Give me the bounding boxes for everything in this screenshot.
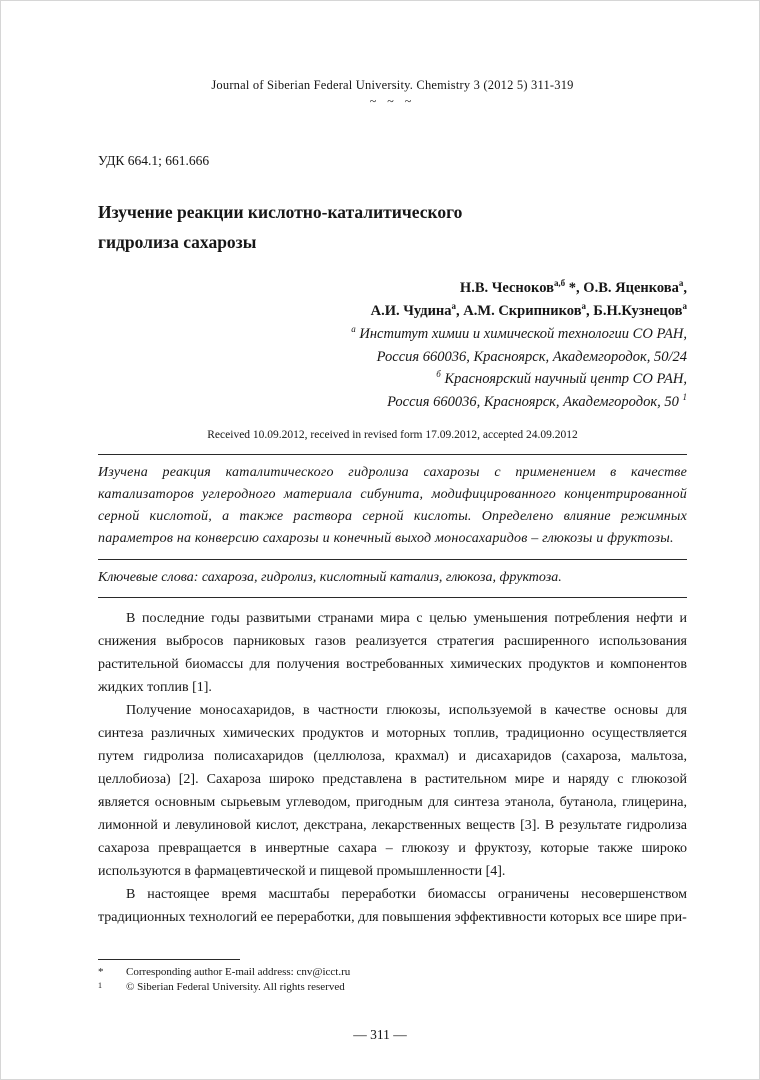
author-name: *, О.В. Яценкова (565, 280, 679, 296)
footnote-marker: 1 (98, 981, 102, 990)
affiliation-line-4 (98, 391, 687, 414)
paragraph-1: В последние годы развитыми странами мира с целью уменьшения потребления нефти и снижения выбросов парниковых газов реализуется стратегия расширенного использования растительной биомассы для получения востребованных химических продуктов и компонентов жидких топлив [1]. (98, 611, 687, 695)
author-line-1 (98, 277, 687, 300)
affiliation-text: Россия 660036, Красноярск, Академгородок, 50/24 (376, 348, 687, 365)
article-title (98, 197, 687, 257)
author-name: , Б.Н.Кузнецов (586, 303, 683, 319)
author-name: Н.В. Чесноков (459, 280, 554, 296)
page-content (98, 1, 687, 929)
affiliation-mark: б (436, 369, 441, 380)
received-dates: Received 10.09.2012, received in revised form 17.09.2012, accepted 24.09.2012 (207, 429, 578, 441)
article-title-line1: Изучение реакции кислотно-каталитического (98, 202, 463, 222)
affiliation-mark: а (351, 324, 356, 335)
author-name: А.И. Чудина (370, 303, 452, 319)
affiliation-footnote-mark: 1 (682, 391, 687, 402)
affiliation-text: Россия 660036, Красноярск, Академгородок, 50 (387, 393, 683, 410)
affiliation-line-2 (98, 346, 687, 369)
tilde-divider: ~ ~ ~ (369, 94, 416, 108)
footnote-corresponding-author (98, 965, 687, 980)
udc-code: УДК 664.1; 661.666 (98, 153, 210, 168)
author-name: , А.М. Скрипников (456, 303, 582, 319)
divider (98, 559, 687, 560)
keywords-line: Ключевые слова: сахароза, гидролиз, кислотный катализ, глюкоза, фруктоза. (98, 570, 562, 585)
paragraph-3: В настоящее время масштабы переработки биомассы ограничены несовершенством традиционных технологий ее переработки, для повышения эффективности которых все шире при- (98, 887, 687, 925)
footnote-divider (98, 959, 240, 960)
affiliation-text: Красноярский научный центр СО РАН, (440, 371, 687, 387)
author-name: , (683, 280, 687, 296)
paragraph-2: Получение моносахаридов, в частности глюкозы, используемой в качестве основы для синтеза различных химических продуктов и моторных топлив, традиционно осуществляется путем гидролиза полисахаридов (целлюлоза, крахмал) и дисахаридов (сахароза, мальтоза, целлобиоза) [2]. Сахароза широко представлена в растительном мире и наряду с глюкозой является основным сырьевым углеводом, пригодным для синтеза этанола, бутанола, глицерина, лимонной и левулиновой кислот, декстрана, лекарственных веществ [3]. В результате гидролиза сахароза превращается в инвертные сахара – глюкозу и фруктозу, которые также широко используются в фармацевтической и пищевой промышленности [4]. (98, 703, 687, 879)
author-affiliation-mark: а (682, 301, 687, 312)
affiliations-block (98, 323, 687, 413)
abstract-text: Изучена реакция каталитического гидролиза сахарозы с применением в качестве катализаторов углеродного материала сибунита, модифицированного концентрированной серной кислотой, а также раствора серной кислоты. Определено влияние режимных параметров на конверсию сахарозы и конечный выход моносахаридов – глюкозы и фруктозы. (98, 465, 687, 546)
page-number: — 311 — (353, 1027, 407, 1042)
author-affiliation-mark: а (678, 278, 684, 289)
journal-header: Journal of Siberian Federal University. Chemistry 3 (2012 5) 311-319 (211, 78, 574, 92)
affiliation-text: Институт химии и химической технологии СО РАН, (355, 326, 687, 342)
author-affiliation-mark: а,б (553, 278, 566, 289)
divider (98, 597, 687, 598)
article-body (98, 607, 687, 929)
author-affiliation-mark: а (451, 301, 457, 312)
affiliation-line-1 (98, 323, 687, 346)
authors-block (98, 277, 687, 323)
footnote-text: Corresponding author E-mail address: cnv@icct.ru (126, 966, 351, 978)
footnotes-block (98, 959, 687, 995)
author-line-2 (98, 300, 687, 323)
footnote-copyright (98, 980, 687, 995)
divider (98, 454, 687, 455)
footnote-text: © Siberian Federal University. All rights reserved (126, 981, 345, 993)
affiliation-line-3 (98, 368, 687, 391)
article-title-line2: гидролиза сахарозы (98, 232, 257, 252)
author-affiliation-mark: а (581, 301, 587, 312)
footnote-marker: * (98, 966, 104, 978)
